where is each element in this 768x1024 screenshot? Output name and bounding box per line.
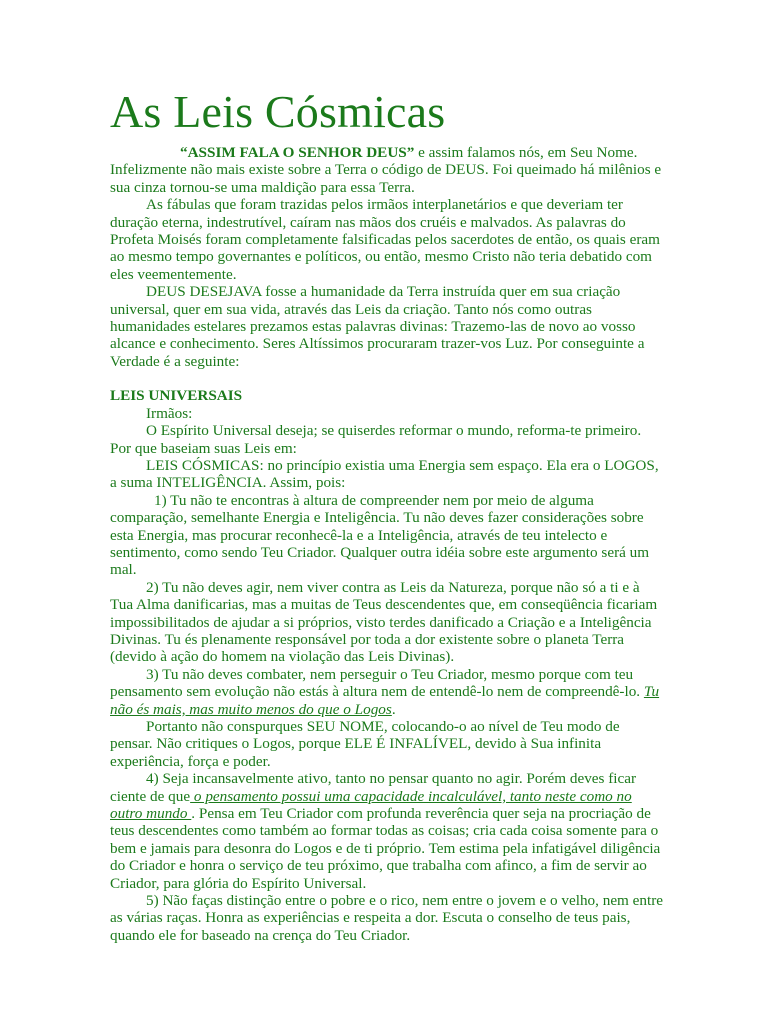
law-4 bbox=[110, 770, 665, 892]
intro-paragraph bbox=[110, 144, 665, 196]
law-2: 2) Tu não deves agir, nem viver contra as Leis da Natureza, porque não só a ti e à Tua Alma danificarias, mas a muitas de Teus descendentes que, em conseqüência ficariam impossibilitados de ajudar a si próprios, visto terdes danificado a Criação e a Inteligência Divinas. Tu és plenamente responsável por toda a dor existente sobre o planeta Terra (devido à ação do homem na violação das Leis Divinas). bbox=[110, 578, 658, 666]
law-1: 1) Tu não te encontras à altura de compreender nem por meio de alguma comparação, semelhante Energia e Inteligência. Tu não deves fazer considerações sobre esta Energia, mas procurar reconhecê-la e a Inteligência, através de teu intelecto e sentimento, como sendo Teu Criador. Qualquer outra idéia sobre este argumento será um mal. bbox=[110, 491, 650, 579]
document-title: As Leis Cósmicas bbox=[110, 86, 446, 137]
law-3-emphasis: Tu não és mais, mas muito menos do que o Logos bbox=[110, 683, 660, 718]
law-3-text: 3) Tu não deves combater, nem perseguir o Teu Criador, mesmo porque com teu pensamento sem evolução não estás à altura nem de entendê-lo nem de compreendê-lo. bbox=[110, 665, 644, 701]
law-4-emphasis: o pensamento possui uma capacidade incalculável, tanto neste como no outro mundo bbox=[110, 787, 632, 823]
law-4-tail: . Pensa em Teu Criador com profunda reverência quer seja na procriação de teus descendentes como também ao formar todas as coisas; cria cada coisa somente para o bem e jamais para desonra do Logos e de ti próprio. Tem estima pela infatigável diligência do Criador e honra o serviço de teu próximo, que trabalha com afinco, a fim de servir ao Criador, para glória do Espírito Universal. bbox=[110, 805, 661, 892]
law-5: 5) Não faças distinção entre o pobre e o rico, nem entre o jovem e o velho, nem entre as várias raças. Honra as experiências e respeita a dor. Escuta o conselho de teus pais, quando ele for baseado na crença do Teu Criador. bbox=[110, 892, 664, 944]
section-heading: LEIS UNIVERSAIS bbox=[110, 387, 243, 405]
paragraph-universal-spirit: O Espírito Universal deseja; se quiserdes reformar o mundo, reforma-te primeiro. Por que baseiam suas Leis em: bbox=[110, 422, 642, 457]
document-page bbox=[110, 86, 665, 944]
law-3 bbox=[110, 666, 665, 718]
paragraph-cosmic-laws: LEIS CÓSMICAS: no princípio existia uma Energia sem espaço. Ela era o LOGOS, a suma INTELIGÊNCIA. Assim, pois: bbox=[110, 456, 659, 492]
law-4-text: 4) Seja incansavelmente ativo, tanto no pensar quanto no agir. Porém deves ficar ciente de que bbox=[110, 770, 637, 805]
paragraph-fables: As fábulas que foram trazidas pelos irmãos interplanetários e que deveriam ter duração eterna, indestrutível, caíram nas mãos dos cruéis e malvados. As palavras do Profeta Moisés foram completamente falsificadas pelos sacerdotes de então, os quais eram ao mesmo tempo governantes e políticos, ou então, mesmo Cristo não teria debatido com eles veementemente. bbox=[110, 196, 660, 283]
intro-rest: e assim falamos nós, em Seu Nome. Infelizmente não mais existe sobre a Terra o código de DEUS. Foi queimado há milênios e sua cinza tornou-se uma maldição para essa Terra. bbox=[110, 144, 662, 196]
intro-lead: “ASSIM FALA O SENHOR DEUS” bbox=[180, 144, 415, 161]
salutation: Irmãos: bbox=[146, 404, 193, 422]
law-3-tail: . bbox=[391, 700, 396, 718]
paragraph-do-not-defile: Portanto não conspurques SEU NOME, colocando-o ao nível de Teu modo de pensar. Não critiques o Logos, porque ELE É INFALÍVEL, devido à Sua infinita experiência, força e poder. bbox=[110, 718, 620, 770]
paragraph-god-desired: DEUS DESEJAVA fosse a humanidade da Terra instruída quer em sua criação universal, quer em sua vida, através das Leis da criação. Tanto nós como outras humanidades estelares prezamos estas palavras divinas: Trazemo-las de novo ao vosso alcance e conhecimento. Seres Altíssimos procuraram trazer-vos Luz. Por conseguinte a Verdade é a seguinte: bbox=[110, 283, 645, 370]
